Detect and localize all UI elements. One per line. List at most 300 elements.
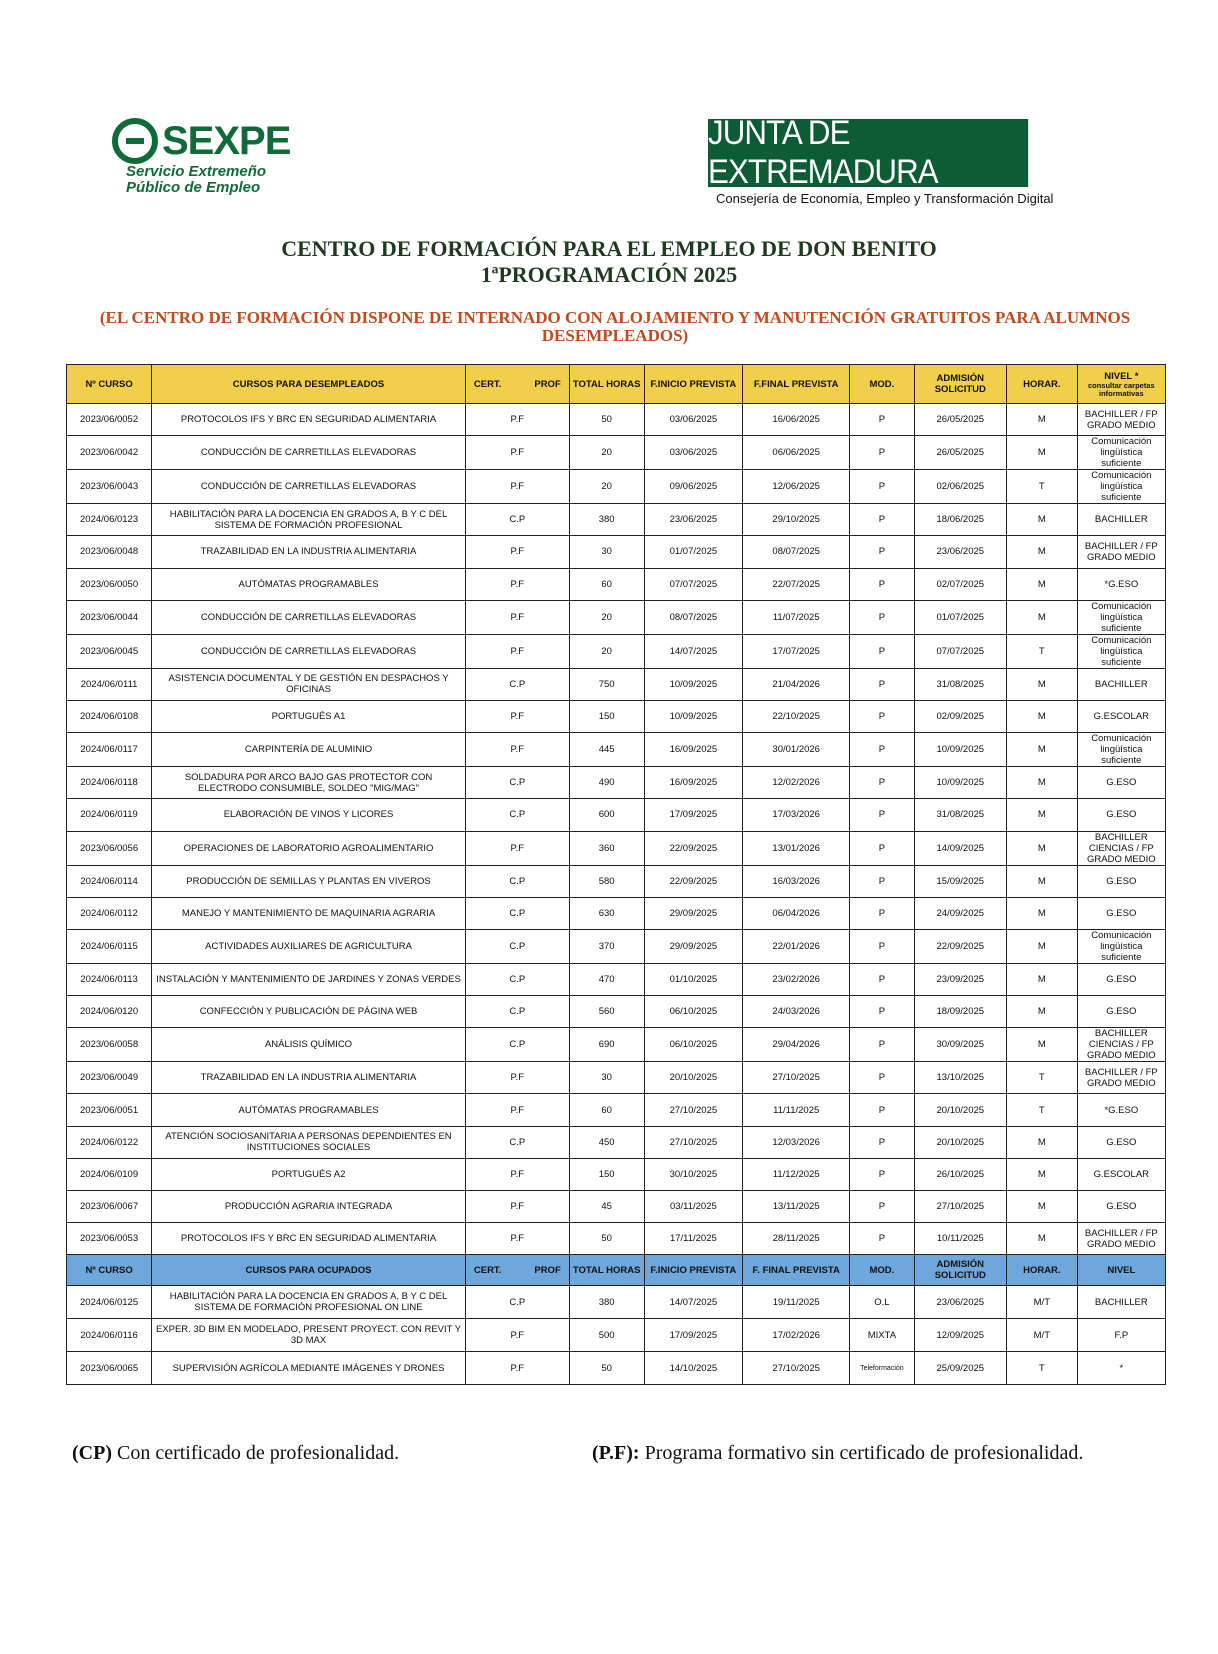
cell-mod: O.L bbox=[850, 1286, 914, 1319]
cell-mod: P bbox=[850, 897, 914, 929]
cell-hours: 450 bbox=[569, 1126, 644, 1158]
cell-hours: 150 bbox=[569, 1158, 644, 1190]
cell-mod: P bbox=[850, 1126, 914, 1158]
table-row bbox=[67, 1062, 1166, 1094]
cell-admission: 20/10/2025 bbox=[914, 1126, 1006, 1158]
cell-hours: 580 bbox=[569, 865, 644, 897]
cell-schedule: M/T bbox=[1007, 1286, 1078, 1319]
cell-code: 2023/06/0065 bbox=[67, 1352, 152, 1385]
header-level-employed: NIVEL bbox=[1077, 1255, 1165, 1286]
cell-start: 20/10/2025 bbox=[644, 1062, 743, 1094]
cell-admission: 13/10/2025 bbox=[914, 1062, 1006, 1094]
cell-admission: 26/10/2025 bbox=[914, 1158, 1006, 1190]
cell-start: 14/07/2025 bbox=[644, 1286, 743, 1319]
header-end: F.FINAL PREVISTA bbox=[743, 365, 850, 404]
cell-schedule: M bbox=[1007, 504, 1078, 536]
cell-level: BACHILLER / FP GRADO MEDIO bbox=[1077, 536, 1165, 568]
header-start: F.INICIO PREVISTA bbox=[644, 365, 743, 404]
cell-cert: C.P bbox=[465, 1028, 569, 1062]
cell-schedule: M/T bbox=[1007, 1319, 1078, 1352]
cell-cert: C.P bbox=[465, 767, 569, 799]
cell-level: BACHILLER CIENCIAS / FP GRADO MEDIO bbox=[1077, 1028, 1165, 1062]
cell-level: G.ESCOLAR bbox=[1077, 1158, 1165, 1190]
cell-cert: P.F bbox=[465, 1094, 569, 1126]
cell-level: G.ESO bbox=[1077, 963, 1165, 995]
cell-schedule: M bbox=[1007, 963, 1078, 995]
cell-end: 17/07/2025 bbox=[743, 634, 850, 668]
cell-schedule: M bbox=[1007, 929, 1078, 963]
cell-course: ASISTENCIA DOCUMENTAL Y DE GESTIÓN EN DESPACHOS Y OFICINAS bbox=[152, 668, 466, 700]
cell-admission: 23/06/2025 bbox=[914, 1286, 1006, 1319]
cell-mod: P bbox=[850, 767, 914, 799]
header-code-employed: Nº CURSO bbox=[67, 1255, 152, 1286]
footer-cp bbox=[72, 1442, 399, 1465]
cell-cert: C.P bbox=[465, 504, 569, 536]
cell-code: 2023/06/0058 bbox=[67, 1028, 152, 1062]
cell-cert: P.F bbox=[465, 634, 569, 668]
cell-level: Comunicación lingüística suficiente bbox=[1077, 929, 1165, 963]
table-row bbox=[67, 929, 1166, 963]
table-row bbox=[67, 700, 1166, 732]
cell-cert: P.F bbox=[465, 700, 569, 732]
cell-level: Comunicación lingüística suficiente bbox=[1077, 470, 1165, 504]
cell-level: BACHILLER bbox=[1077, 668, 1165, 700]
cell-code: 2023/06/0053 bbox=[67, 1223, 152, 1255]
cell-mod: P bbox=[850, 996, 914, 1028]
cell-end: 23/02/2026 bbox=[743, 963, 850, 995]
cell-course: CONDUCCIÓN DE CARRETILLAS ELEVADORAS bbox=[152, 600, 466, 634]
cell-start: 27/10/2025 bbox=[644, 1126, 743, 1158]
cell-admission: 10/09/2025 bbox=[914, 733, 1006, 767]
cell-schedule: M bbox=[1007, 897, 1078, 929]
cell-level: BACHILLER / FP GRADO MEDIO bbox=[1077, 1223, 1165, 1255]
cell-schedule: M bbox=[1007, 831, 1078, 865]
cell-mod: P bbox=[850, 668, 914, 700]
cell-end: 16/06/2025 bbox=[743, 404, 850, 436]
cell-schedule: M bbox=[1007, 996, 1078, 1028]
cell-schedule: T bbox=[1007, 634, 1078, 668]
cell-admission: 12/09/2025 bbox=[914, 1319, 1006, 1352]
cell-course: PROTOCOLOS IFS Y BRC EN SEGURIDAD ALIMENTARIA bbox=[152, 1223, 466, 1255]
cell-course: ELABORACIÓN DE VINOS Y LICORES bbox=[152, 799, 466, 831]
cell-end: 22/01/2026 bbox=[743, 929, 850, 963]
cell-course: CONDUCCIÓN DE CARRETILLAS ELEVADORAS bbox=[152, 470, 466, 504]
cell-end: 13/01/2026 bbox=[743, 831, 850, 865]
cell-schedule: M bbox=[1007, 404, 1078, 436]
cell-end: 13/11/2025 bbox=[743, 1191, 850, 1223]
table-row bbox=[67, 799, 1166, 831]
cell-level: Comunicación lingüística suficiente bbox=[1077, 733, 1165, 767]
footer-pf-text: Programa formativo sin certificado de profesionalidad. bbox=[644, 1442, 1084, 1464]
cell-mod: P bbox=[850, 1158, 914, 1190]
cell-code: 2024/06/0112 bbox=[67, 897, 152, 929]
cell-schedule: M bbox=[1007, 436, 1078, 470]
cell-hours: 20 bbox=[569, 600, 644, 634]
cell-start: 01/07/2025 bbox=[644, 536, 743, 568]
header-cert-employed: CERT. bbox=[473, 1264, 502, 1276]
header-code: Nº CURSO bbox=[67, 365, 152, 404]
cell-start: 08/07/2025 bbox=[644, 600, 743, 634]
cell-end: 12/06/2025 bbox=[743, 470, 850, 504]
cell-schedule: M bbox=[1007, 767, 1078, 799]
cell-admission: 18/09/2025 bbox=[914, 996, 1006, 1028]
cell-end: 27/10/2025 bbox=[743, 1062, 850, 1094]
cell-course: SOLDADURA POR ARCO BAJO GAS PROTECTOR CON ELECTRODO CONSUMIBLE, SOLDEO "MIG/MAG" bbox=[152, 767, 466, 799]
cell-hours: 30 bbox=[569, 536, 644, 568]
cell-start: 29/09/2025 bbox=[644, 897, 743, 929]
cell-end: 08/07/2025 bbox=[743, 536, 850, 568]
cell-end: 27/10/2025 bbox=[743, 1352, 850, 1385]
cell-course: CONDUCCIÓN DE CARRETILLAS ELEVADORAS bbox=[152, 634, 466, 668]
cell-hours: 45 bbox=[569, 1191, 644, 1223]
cell-cert: P.F bbox=[465, 1158, 569, 1190]
cell-schedule: M bbox=[1007, 1158, 1078, 1190]
cell-end: 29/10/2025 bbox=[743, 504, 850, 536]
cell-course: PORTUGUÉS A1 bbox=[152, 700, 466, 732]
cell-schedule: M bbox=[1007, 865, 1078, 897]
cell-mod: P bbox=[850, 963, 914, 995]
cell-hours: 380 bbox=[569, 504, 644, 536]
cell-level: G.ESO bbox=[1077, 897, 1165, 929]
header-admission-employed: ADMISIÓN SOLICITUD bbox=[914, 1255, 1006, 1286]
cell-admission: 31/08/2025 bbox=[914, 799, 1006, 831]
cell-end: 06/04/2026 bbox=[743, 897, 850, 929]
cell-start: 30/10/2025 bbox=[644, 1158, 743, 1190]
cell-level: BACHILLER / FP GRADO MEDIO bbox=[1077, 404, 1165, 436]
cell-schedule: T bbox=[1007, 470, 1078, 504]
header-level-label: NIVEL * bbox=[1104, 370, 1139, 382]
employed-header-row bbox=[67, 1255, 1166, 1286]
cell-end: 12/02/2026 bbox=[743, 767, 850, 799]
cell-hours: 560 bbox=[569, 996, 644, 1028]
cell-start: 03/11/2025 bbox=[644, 1191, 743, 1223]
boarding-note: (EL CENTRO DE FORMACIÓN DISPONE DE INTERNADO CON ALOJAMIENTO Y MANUTENCIÓN GRATUITOS PARA ALUMNOS DESEMPLEADOS) bbox=[99, 308, 1131, 345]
table-row bbox=[67, 668, 1166, 700]
unemployed-header-row bbox=[67, 365, 1166, 404]
cell-start: 14/07/2025 bbox=[644, 634, 743, 668]
cell-admission: 26/05/2025 bbox=[914, 404, 1006, 436]
cell-schedule: M bbox=[1007, 733, 1078, 767]
cell-mod: Teleformación bbox=[850, 1352, 914, 1385]
cell-admission: 18/06/2025 bbox=[914, 504, 1006, 536]
cell-end: 17/03/2026 bbox=[743, 799, 850, 831]
table-row bbox=[67, 897, 1166, 929]
cell-cert: C.P bbox=[465, 1126, 569, 1158]
cell-cert: C.P bbox=[465, 963, 569, 995]
cell-level: *G.ESO bbox=[1077, 1094, 1165, 1126]
cell-mod: P bbox=[850, 865, 914, 897]
cell-end: 22/07/2025 bbox=[743, 568, 850, 600]
cell-schedule: M bbox=[1007, 1191, 1078, 1223]
table-row bbox=[67, 1126, 1166, 1158]
cell-course: INSTALACIÓN Y MANTENIMIENTO DE JARDINES Y ZONAS VERDES bbox=[152, 963, 466, 995]
cell-code: 2023/06/0048 bbox=[67, 536, 152, 568]
cell-start: 29/09/2025 bbox=[644, 929, 743, 963]
table-row bbox=[67, 996, 1166, 1028]
table-row bbox=[67, 436, 1166, 470]
cell-admission: 14/09/2025 bbox=[914, 831, 1006, 865]
cell-hours: 360 bbox=[569, 831, 644, 865]
header-hours: TOTAL HORAS bbox=[569, 365, 644, 404]
cell-cert: P.F bbox=[465, 1062, 569, 1094]
cell-end: 12/03/2026 bbox=[743, 1126, 850, 1158]
cell-admission: 02/09/2025 bbox=[914, 700, 1006, 732]
cell-mod: P bbox=[850, 568, 914, 600]
cell-mod: P bbox=[850, 929, 914, 963]
cell-code: 2024/06/0115 bbox=[67, 929, 152, 963]
cell-code: 2023/06/0051 bbox=[67, 1094, 152, 1126]
cell-schedule: M bbox=[1007, 600, 1078, 634]
cell-level: BACHILLER bbox=[1077, 1286, 1165, 1319]
cell-admission: 20/10/2025 bbox=[914, 1094, 1006, 1126]
cell-hours: 600 bbox=[569, 799, 644, 831]
cell-admission: 01/07/2025 bbox=[914, 600, 1006, 634]
sexpe-line1: Servicio Extremeño bbox=[126, 163, 267, 180]
cell-hours: 50 bbox=[569, 404, 644, 436]
header-end-employed: F. FINAL PREVISTA bbox=[743, 1255, 850, 1286]
cell-mod: P bbox=[850, 700, 914, 732]
header-level-note: consultar carpetas informativas bbox=[1087, 380, 1155, 398]
cell-code: 2024/06/0120 bbox=[67, 996, 152, 1028]
cell-hours: 370 bbox=[569, 929, 644, 963]
cell-admission: 15/09/2025 bbox=[914, 865, 1006, 897]
header-mod-employed: MOD. bbox=[850, 1255, 914, 1286]
cell-level: F.P bbox=[1077, 1319, 1165, 1352]
cell-start: 03/06/2025 bbox=[644, 404, 743, 436]
cell-course: PORTUGUÉS A2 bbox=[152, 1158, 466, 1190]
cell-hours: 20 bbox=[569, 470, 644, 504]
cell-mod: P bbox=[850, 536, 914, 568]
cell-hours: 60 bbox=[569, 568, 644, 600]
sexpe-name: SEXPE bbox=[162, 118, 291, 163]
cell-course: PRODUCCIÓN AGRARIA INTEGRADA bbox=[152, 1191, 466, 1223]
cell-cert: P.F bbox=[465, 600, 569, 634]
table-row bbox=[67, 831, 1166, 865]
cell-end: 17/02/2026 bbox=[743, 1319, 850, 1352]
cell-hours: 30 bbox=[569, 1062, 644, 1094]
cell-course: CONFECCIÓN Y PUBLICACIÓN DE PÁGINA WEB bbox=[152, 996, 466, 1028]
cell-schedule: M bbox=[1007, 1223, 1078, 1255]
page-title: CENTRO DE FORMACIÓN PARA EL EMPLEO DE DON BENITO bbox=[281, 236, 937, 261]
header-cert-prof-employed bbox=[465, 1255, 569, 1286]
cell-hours: 630 bbox=[569, 897, 644, 929]
cell-mod: MIXTA bbox=[850, 1319, 914, 1352]
cell-start: 10/09/2025 bbox=[644, 668, 743, 700]
cell-cert: C.P bbox=[465, 668, 569, 700]
cell-hours: 20 bbox=[569, 634, 644, 668]
cell-cert: C.P bbox=[465, 897, 569, 929]
cell-admission: 02/06/2025 bbox=[914, 470, 1006, 504]
cell-level: G.ESO bbox=[1077, 1126, 1165, 1158]
header-prof-employed: PROF bbox=[534, 1264, 561, 1276]
cell-end: 06/06/2025 bbox=[743, 436, 850, 470]
cell-cert: P.F bbox=[465, 1191, 569, 1223]
cell-cert: P.F bbox=[465, 733, 569, 767]
cell-course: ANÁLISIS QUÍMICO bbox=[152, 1028, 466, 1062]
cell-course: AUTÓMATAS PROGRAMABLES bbox=[152, 1094, 466, 1126]
cell-start: 16/09/2025 bbox=[644, 733, 743, 767]
cell-cert: P.F bbox=[465, 568, 569, 600]
cell-start: 16/09/2025 bbox=[644, 767, 743, 799]
cell-cert: P.F bbox=[465, 404, 569, 436]
table-row bbox=[67, 1158, 1166, 1190]
cell-admission: 30/09/2025 bbox=[914, 1028, 1006, 1062]
header-start-employed: F.INICIO PREVISTA bbox=[644, 1255, 743, 1286]
cell-level: G.ESO bbox=[1077, 767, 1165, 799]
cell-mod: P bbox=[850, 1062, 914, 1094]
table-row bbox=[67, 1028, 1166, 1062]
cell-start: 01/10/2025 bbox=[644, 963, 743, 995]
cell-level: * bbox=[1077, 1352, 1165, 1385]
cell-hours: 690 bbox=[569, 1028, 644, 1062]
cell-schedule: M bbox=[1007, 536, 1078, 568]
cell-mod: P bbox=[850, 733, 914, 767]
cell-mod: P bbox=[850, 1028, 914, 1062]
cell-admission: 22/09/2025 bbox=[914, 929, 1006, 963]
cell-cert: P.F bbox=[465, 436, 569, 470]
cell-schedule: M bbox=[1007, 668, 1078, 700]
cell-level: BACHILLER CIENCIAS / FP GRADO MEDIO bbox=[1077, 831, 1165, 865]
cell-mod: P bbox=[850, 1223, 914, 1255]
cell-start: 09/06/2025 bbox=[644, 470, 743, 504]
cell-cert: P.F bbox=[465, 1319, 569, 1352]
header-level bbox=[1077, 365, 1165, 404]
cell-admission: 10/09/2025 bbox=[914, 767, 1006, 799]
cell-schedule: T bbox=[1007, 1094, 1078, 1126]
cell-code: 2023/06/0049 bbox=[67, 1062, 152, 1094]
cell-admission: 10/11/2025 bbox=[914, 1223, 1006, 1255]
cell-end: 11/12/2025 bbox=[743, 1158, 850, 1190]
cell-level: *G.ESO bbox=[1077, 568, 1165, 600]
cell-code: 2024/06/0118 bbox=[67, 767, 152, 799]
table-row bbox=[67, 1191, 1166, 1223]
cell-code: 2024/06/0114 bbox=[67, 865, 152, 897]
cell-start: 06/10/2025 bbox=[644, 996, 743, 1028]
cell-hours: 60 bbox=[569, 1094, 644, 1126]
page-subtitle: 1ªPROGRAMACIÓN 2025 bbox=[480, 262, 738, 287]
cell-admission: 23/06/2025 bbox=[914, 536, 1006, 568]
table-row bbox=[67, 963, 1166, 995]
cell-cert: C.P bbox=[465, 865, 569, 897]
cell-mod: P bbox=[850, 799, 914, 831]
cell-end: 29/04/2026 bbox=[743, 1028, 850, 1062]
cell-cert: C.P bbox=[465, 1286, 569, 1319]
table-row bbox=[67, 470, 1166, 504]
cell-start: 17/09/2025 bbox=[644, 1319, 743, 1352]
table-row bbox=[67, 767, 1166, 799]
cell-course: PRODUCCIÓN DE SEMILLAS Y PLANTAS EN VIVEROS bbox=[152, 865, 466, 897]
footer-cp-abbr: (CP) bbox=[72, 1442, 112, 1464]
header-schedule-employed: HORAR. bbox=[1007, 1255, 1078, 1286]
courses-table bbox=[66, 364, 1166, 1385]
cell-hours: 150 bbox=[569, 700, 644, 732]
cell-code: 2024/06/0108 bbox=[67, 700, 152, 732]
header-cert: CERT. bbox=[473, 378, 502, 390]
cell-end: 19/11/2025 bbox=[743, 1286, 850, 1319]
cell-code: 2023/06/0045 bbox=[67, 634, 152, 668]
cell-level: Comunicación lingüística suficiente bbox=[1077, 634, 1165, 668]
cell-end: 22/10/2025 bbox=[743, 700, 850, 732]
cell-code: 2023/06/0067 bbox=[67, 1191, 152, 1223]
cell-schedule: T bbox=[1007, 1062, 1078, 1094]
table-row bbox=[67, 634, 1166, 668]
footer-cp-text: Con certificado de profesionalidad. bbox=[116, 1442, 400, 1464]
cell-cert: P.F bbox=[465, 1352, 569, 1385]
cell-cert: C.P bbox=[465, 799, 569, 831]
cell-level: BACHILLER / FP GRADO MEDIO bbox=[1077, 1062, 1165, 1094]
sexpe-logo bbox=[112, 118, 352, 208]
cell-course: ATENCIÓN SOCIOSANITARIA A PERSONAS DEPENDIENTES EN INSTITUCIONES SOCIALES bbox=[152, 1126, 466, 1158]
cell-code: 2024/06/0109 bbox=[67, 1158, 152, 1190]
cell-admission: 24/09/2025 bbox=[914, 897, 1006, 929]
table-row bbox=[67, 1223, 1166, 1255]
table-row bbox=[67, 504, 1166, 536]
cell-end: 21/04/2026 bbox=[743, 668, 850, 700]
cell-code: 2024/06/0123 bbox=[67, 504, 152, 536]
cell-end: 11/11/2025 bbox=[743, 1094, 850, 1126]
cell-start: 14/10/2025 bbox=[644, 1352, 743, 1385]
cell-mod: P bbox=[850, 504, 914, 536]
junta-logo bbox=[708, 114, 1058, 206]
cell-cert: P.F bbox=[465, 470, 569, 504]
cell-start: 17/11/2025 bbox=[644, 1223, 743, 1255]
cell-level: BACHILLER bbox=[1077, 504, 1165, 536]
cell-admission: 25/09/2025 bbox=[914, 1352, 1006, 1385]
cell-cert: C.P bbox=[465, 996, 569, 1028]
cell-code: 2023/06/0044 bbox=[67, 600, 152, 634]
cell-course: TRAZABILIDAD EN LA INDUSTRIA ALIMENTARIA bbox=[152, 536, 466, 568]
cell-mod: P bbox=[850, 634, 914, 668]
cell-course: SUPERVISIÓN AGRÍCOLA MEDIANTE IMÁGENES Y DRONES bbox=[152, 1352, 466, 1385]
cell-start: 27/10/2025 bbox=[644, 1094, 743, 1126]
table-row bbox=[67, 1094, 1166, 1126]
cell-start: 22/09/2025 bbox=[644, 865, 743, 897]
table-row bbox=[67, 1286, 1166, 1319]
cell-code: 2023/06/0056 bbox=[67, 831, 152, 865]
cell-level: Comunicación lingüística suficiente bbox=[1077, 600, 1165, 634]
cell-level: G.ESCOLAR bbox=[1077, 700, 1165, 732]
cell-code: 2023/06/0052 bbox=[67, 404, 152, 436]
cell-hours: 750 bbox=[569, 668, 644, 700]
cell-start: 10/09/2025 bbox=[644, 700, 743, 732]
header-schedule: HORAR. bbox=[1007, 365, 1078, 404]
cell-end: 28/11/2025 bbox=[743, 1223, 850, 1255]
table-row bbox=[67, 1319, 1166, 1352]
cell-admission: 31/08/2025 bbox=[914, 668, 1006, 700]
footer-pf-abbr: (P.F): bbox=[592, 1442, 640, 1464]
table-row bbox=[67, 1352, 1166, 1385]
cell-mod: P bbox=[850, 600, 914, 634]
cell-cert: P.F bbox=[465, 831, 569, 865]
cell-course: HABILITACIÓN PARA LA DOCENCIA EN GRADOS A, B Y C DEL SISTEMA DE FORMACIÓN PROFESIONAL bbox=[152, 504, 466, 536]
cell-cert: P.F bbox=[465, 1223, 569, 1255]
cell-admission: 23/09/2025 bbox=[914, 963, 1006, 995]
cell-hours: 50 bbox=[569, 1223, 644, 1255]
cell-mod: P bbox=[850, 1094, 914, 1126]
sexpe-line2: Público de Empleo bbox=[126, 179, 261, 196]
cell-hours: 500 bbox=[569, 1319, 644, 1352]
cell-start: 07/07/2025 bbox=[644, 568, 743, 600]
cell-code: 2024/06/0125 bbox=[67, 1286, 152, 1319]
cell-schedule: M bbox=[1007, 1028, 1078, 1062]
cell-schedule: T bbox=[1007, 1352, 1078, 1385]
cell-start: 23/06/2025 bbox=[644, 504, 743, 536]
cell-end: 30/01/2026 bbox=[743, 733, 850, 767]
junta-subtitle: Consejería de Economía, Empleo y Transformación Digital bbox=[716, 191, 1054, 206]
cell-code: 2023/06/0050 bbox=[67, 568, 152, 600]
cell-code: 2023/06/0042 bbox=[67, 436, 152, 470]
header-admission: ADMISIÓN SOLICITUD bbox=[914, 365, 1006, 404]
